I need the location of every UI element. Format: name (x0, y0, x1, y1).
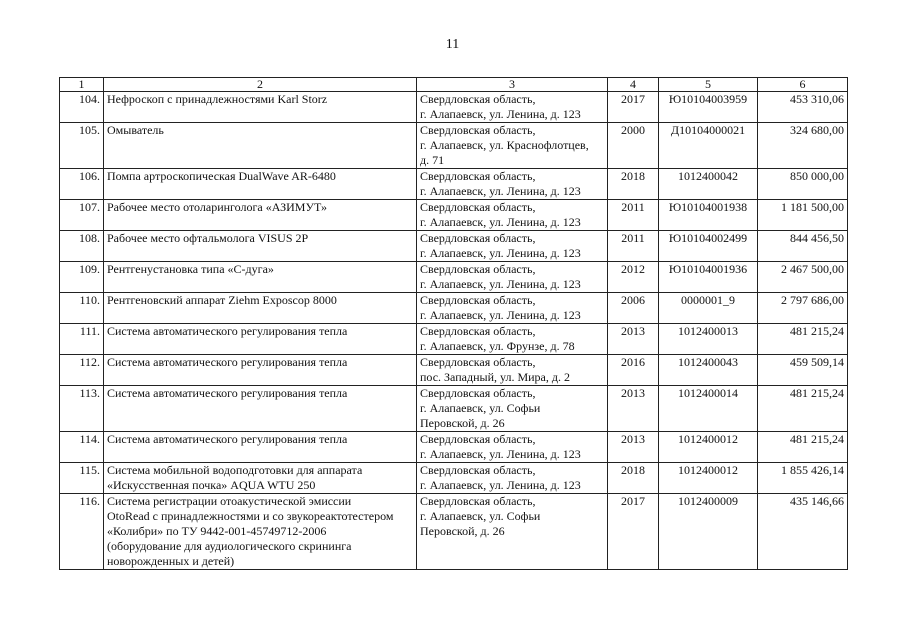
inventory-number: 1012400013 (659, 324, 758, 355)
item-value: 481 215,24 (758, 324, 848, 355)
item-address-line: Свердловская область, (420, 463, 536, 477)
item-address-line: г. Алапаевск, ул. Ленина, д. 123 (420, 308, 581, 322)
item-name (104, 200, 417, 231)
item-name (104, 231, 417, 262)
item-name (104, 169, 417, 200)
item-name (104, 432, 417, 463)
row-number: 114. (60, 432, 104, 463)
item-address-line: г. Алапаевск, ул. Ленина, д. 123 (420, 246, 581, 260)
table-row (60, 231, 848, 262)
inventory-number: 1012400009 (659, 494, 758, 570)
row-number: 112. (60, 355, 104, 386)
item-address-line: г. Алапаевск, ул. Ленина, д. 123 (420, 107, 581, 121)
item-year: 2000 (608, 123, 659, 169)
item-name (104, 123, 417, 169)
item-name (104, 324, 417, 355)
inventory-number: 1012400014 (659, 386, 758, 432)
table-row (60, 432, 848, 463)
item-address (417, 324, 608, 355)
item-address-line: г. Алапаевск, ул. Ленина, д. 123 (420, 277, 581, 291)
item-value: 481 215,24 (758, 386, 848, 432)
item-value: 435 146,66 (758, 494, 848, 570)
item-name-line: Рентгенустановка типа «С-дуга» (107, 262, 274, 276)
row-number: 108. (60, 231, 104, 262)
item-name (104, 355, 417, 386)
item-address-line: Свердловская область, (420, 123, 536, 137)
item-name (104, 262, 417, 293)
table-row (60, 262, 848, 293)
row-number: 116. (60, 494, 104, 570)
item-name (104, 386, 417, 432)
item-address-line: Свердловская область, (420, 92, 536, 106)
item-address-line: г. Алапаевск, ул. Ленина, д. 123 (420, 184, 581, 198)
item-name-line: новорожденных и детей) (107, 554, 235, 568)
item-address-line: г. Алапаевск, ул. Софьи (420, 509, 541, 523)
item-name-line: «Колибри» по ТУ 9442-001-45749712-2006 (107, 524, 327, 538)
item-value: 324 680,00 (758, 123, 848, 169)
item-name-line: Система регистрации отоакустической эмиссии (107, 494, 352, 508)
row-number: 111. (60, 324, 104, 355)
item-name-line: Система автоматического регулирования тепла (107, 386, 348, 400)
item-year: 2018 (608, 169, 659, 200)
item-year: 2013 (608, 386, 659, 432)
column-header: 6 (758, 78, 848, 92)
item-address-line: Свердловская область, (420, 169, 536, 183)
table-row (60, 355, 848, 386)
item-name (104, 293, 417, 324)
item-address (417, 494, 608, 570)
item-name (104, 92, 417, 123)
row-number: 104. (60, 92, 104, 123)
item-name-line: (оборудование для аудиологического скрининга (107, 539, 352, 553)
item-name-line: Рабочее место отоларинголога «АЗИМУТ» (107, 200, 327, 214)
item-address (417, 463, 608, 494)
table-row (60, 293, 848, 324)
item-address-line: Свердловская область, (420, 432, 536, 446)
row-number: 107. (60, 200, 104, 231)
item-name (104, 463, 417, 494)
item-year: 2018 (608, 463, 659, 494)
row-number: 106. (60, 169, 104, 200)
item-value: 844 456,50 (758, 231, 848, 262)
item-address-line: Свердловская область, (420, 262, 536, 276)
table-row (60, 169, 848, 200)
item-address-line: Свердловская область, (420, 494, 536, 508)
column-header: 3 (417, 78, 608, 92)
item-address (417, 293, 608, 324)
item-year: 2011 (608, 200, 659, 231)
item-address (417, 92, 608, 123)
row-number: 110. (60, 293, 104, 324)
row-number: 109. (60, 262, 104, 293)
item-year: 2013 (608, 432, 659, 463)
item-address-line: Свердловская область, (420, 200, 536, 214)
item-name-line: Помпа артроскопическая DualWave AR-6480 (107, 169, 336, 183)
item-name-line: «Искусственная почка» AQUA WTU 250 (107, 478, 316, 492)
item-address (417, 169, 608, 200)
inventory-number: 0000001_9 (659, 293, 758, 324)
inventory-number: Ю10104002499 (659, 231, 758, 262)
item-address-line: пос. Западный, ул. Мира, д. 2 (420, 370, 570, 384)
item-name-line: OtoRead с принадлежностями и со звукореактотестером (107, 509, 394, 523)
column-header: 1 (60, 78, 104, 92)
item-value: 481 215,24 (758, 432, 848, 463)
column-header: 4 (608, 78, 659, 92)
item-value: 459 509,14 (758, 355, 848, 386)
item-name-line: Рабочее место офтальмолога VISUS 2P (107, 231, 309, 245)
table-body (60, 92, 848, 570)
row-number: 105. (60, 123, 104, 169)
table-row (60, 463, 848, 494)
item-value: 453 310,06 (758, 92, 848, 123)
item-address (417, 262, 608, 293)
item-year: 2017 (608, 92, 659, 123)
item-value: 2 797 686,00 (758, 293, 848, 324)
item-address-line: Свердловская область, (420, 355, 536, 369)
item-address (417, 200, 608, 231)
table-row (60, 494, 848, 570)
item-address-line: г. Алапаевск, ул. Софьи (420, 401, 541, 415)
item-address-line: г. Алапаевск, ул. Ленина, д. 123 (420, 215, 581, 229)
item-address-line: Перовской, д. 26 (420, 524, 505, 538)
item-address (417, 432, 608, 463)
item-value: 1 855 426,14 (758, 463, 848, 494)
table-row (60, 92, 848, 123)
item-address-line: Перовской, д. 26 (420, 416, 505, 430)
inventory-number: Д10104000021 (659, 123, 758, 169)
item-name-line: Система мобильной водоподготовки для аппарата (107, 463, 363, 477)
item-address-line: Свердловская область, (420, 231, 536, 245)
column-header: 2 (104, 78, 417, 92)
item-name (104, 494, 417, 570)
item-address-line: Свердловская область, (420, 324, 536, 338)
item-name-line: Омыватель (107, 123, 164, 137)
item-address (417, 386, 608, 432)
table-row (60, 324, 848, 355)
inventory-number: Ю10104001936 (659, 262, 758, 293)
inventory-number: 1012400043 (659, 355, 758, 386)
table-header-row (60, 78, 848, 92)
item-address-line: Свердловская область, (420, 293, 536, 307)
inventory-number: 1012400042 (659, 169, 758, 200)
table-row (60, 200, 848, 231)
row-number: 113. (60, 386, 104, 432)
row-number: 115. (60, 463, 104, 494)
inventory-number: Ю10104001938 (659, 200, 758, 231)
item-name-line: Система автоматического регулирования тепла (107, 324, 348, 338)
item-name-line: Нефроскоп с принадлежностями Karl Storz (107, 92, 328, 106)
item-name-line: Рентгеновский аппарат Ziehm Exposcop 8000 (107, 293, 337, 307)
item-address-line: д. 71 (420, 153, 445, 167)
item-address-line: г. Алапаевск, ул. Ленина, д. 123 (420, 478, 581, 492)
item-year: 2017 (608, 494, 659, 570)
table-row (60, 123, 848, 169)
item-address-line: Свердловская область, (420, 386, 536, 400)
item-year: 2006 (608, 293, 659, 324)
inventory-number: Ю10104003959 (659, 92, 758, 123)
item-value: 1 181 500,00 (758, 200, 848, 231)
item-address (417, 231, 608, 262)
item-year: 2011 (608, 231, 659, 262)
item-value: 850 000,00 (758, 169, 848, 200)
asset-table (59, 77, 848, 570)
page-number: 11 (445, 37, 460, 52)
item-address-line: г. Алапаевск, ул. Краснофлотцев, (420, 138, 589, 152)
column-header: 5 (659, 78, 758, 92)
item-name-line: Система автоматического регулирования тепла (107, 432, 348, 446)
item-address-line: г. Алапаевск, ул. Фрунзе, д. 78 (420, 339, 575, 353)
item-address (417, 123, 608, 169)
inventory-number: 1012400012 (659, 432, 758, 463)
item-name-line: Система автоматического регулирования тепла (107, 355, 348, 369)
item-year: 2016 (608, 355, 659, 386)
item-address (417, 355, 608, 386)
item-value: 2 467 500,00 (758, 262, 848, 293)
item-address-line: г. Алапаевск, ул. Ленина, д. 123 (420, 447, 581, 461)
table-row (60, 386, 848, 432)
item-year: 2012 (608, 262, 659, 293)
inventory-number: 1012400012 (659, 463, 758, 494)
item-year: 2013 (608, 324, 659, 355)
